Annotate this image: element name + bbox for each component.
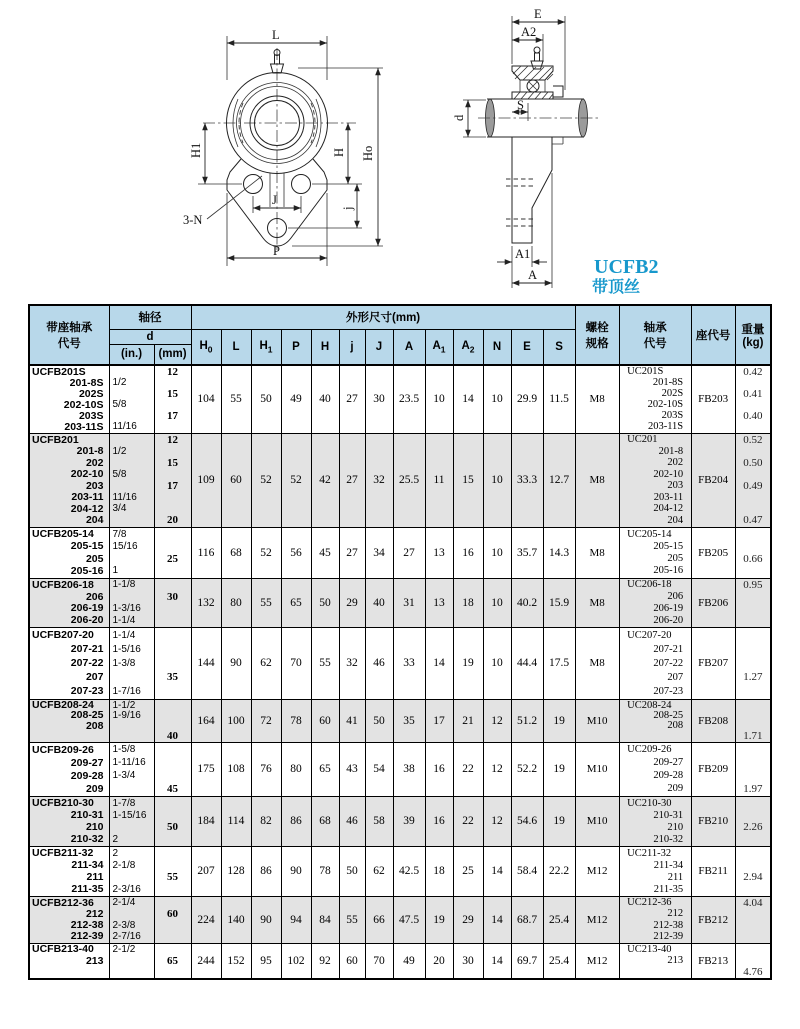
col-header-weight-line1: 重量 [741, 324, 765, 336]
dim-A-cell: 38 [393, 742, 425, 796]
seat-code-cell: FB213 [691, 943, 735, 979]
dim-A2-cell: 19 [453, 627, 483, 699]
col-header-bearing-code [619, 305, 691, 365]
dim-S-cell: 22.2 [543, 846, 575, 896]
bore-inch-cell: 1-7/8 1-15/16 2 [109, 796, 154, 846]
bearing-codes-cell: UC209-26 209-27 209-28 209 [619, 742, 691, 796]
spec-table [28, 304, 772, 980]
dim-H-cell: 78 [311, 846, 339, 896]
dim-A-cell: 47.5 [393, 896, 425, 943]
bearing-codes-cell: UC207-20 207-21 207-22 207 207-23 [619, 627, 691, 699]
dim-H-cell: 50 [311, 578, 339, 627]
dim-col-header-H0: $H_0$ [191, 329, 221, 365]
bore-inch-cell: 1/2 5/8 11/16 3/4 [109, 433, 154, 527]
dim-N-cell: 12 [483, 796, 511, 846]
dim-j-cell: 43 [339, 742, 365, 796]
bore-mm-cell: 55 [154, 846, 191, 896]
dim-label-H1: H1 [189, 142, 203, 158]
dim-P-cell: 52 [281, 433, 311, 527]
dim-H0-cell: 104 [191, 365, 221, 433]
dim-P-cell: 94 [281, 896, 311, 943]
dim-j-cell: 29 [339, 578, 365, 627]
bolt-spec-cell: M8 [575, 627, 619, 699]
dim-H-cell: 40 [311, 365, 339, 433]
dim-P-cell: 86 [281, 796, 311, 846]
weight-cell: 0.42 0.41 0.40 [735, 365, 771, 433]
dim-A-cell: 33 [393, 627, 425, 699]
dim-P-cell: 80 [281, 742, 311, 796]
header-row-1 [29, 305, 771, 329]
side-view [452, 7, 658, 296]
bore-mm-cell: 25 [154, 527, 191, 578]
dim-A-cell: 31 [393, 578, 425, 627]
dim-label-A2: A2 [521, 25, 537, 39]
dim-S-cell: 25.4 [543, 896, 575, 943]
dim-H1-cell: 52 [251, 433, 281, 527]
table-header [29, 305, 771, 365]
dim-J-cell: 70 [365, 943, 393, 979]
bore-inch-cell: 1-5/8 1-11/16 1-3/4 [109, 742, 154, 796]
dim-E-cell: 33.3 [511, 433, 543, 527]
dim-H0-cell: 164 [191, 699, 221, 742]
dim-col-header-J: J [365, 329, 393, 365]
dim-P-cell: 56 [281, 527, 311, 578]
dim-E-cell: 40.2 [511, 578, 543, 627]
dim-A1-cell: 16 [425, 742, 453, 796]
bore-mm-cell: 65 [154, 943, 191, 979]
dim-N-cell: 12 [483, 699, 511, 742]
technical-drawings [0, 0, 800, 302]
dim-H0-cell: 184 [191, 796, 221, 846]
dim-A2-cell: 25 [453, 846, 483, 896]
spec-row-UCFB213-40 [29, 943, 771, 979]
dim-H1-cell: 62 [251, 627, 281, 699]
dim-H0-cell: 144 [191, 627, 221, 699]
col-header-mm: (mm) [154, 344, 191, 365]
dim-col-header-A1: $A_1$ [425, 329, 453, 365]
dim-A2-cell: 22 [453, 796, 483, 846]
dim-E-cell: 69.7 [511, 943, 543, 979]
seat-code-cell: FB212 [691, 896, 735, 943]
dim-j-cell: 27 [339, 433, 365, 527]
dim-H1-cell: 50 [251, 365, 281, 433]
col-header-bolt [575, 305, 619, 365]
dim-S-cell: 19 [543, 742, 575, 796]
dim-H0-cell: 175 [191, 742, 221, 796]
dim-H-cell: 45 [311, 527, 339, 578]
bearing-codes-cell: UC210-30 210-31 210 210-32 [619, 796, 691, 846]
bearing-drawings-svg [0, 0, 800, 302]
bore-inch-cell: 1/2 5/8 11/16 [109, 365, 154, 433]
dim-A-cell: 27 [393, 527, 425, 578]
dim-S-cell: 11.5 [543, 365, 575, 433]
weight-cell: 0.66 [735, 527, 771, 578]
dim-A1-cell: 13 [425, 527, 453, 578]
dim-col-header-P: P [281, 329, 311, 365]
dim-L-cell: 108 [221, 742, 251, 796]
weight-cell: 1.97 [735, 742, 771, 796]
dim-label-3n: 3-N [183, 213, 203, 227]
dim-A1-cell: 10 [425, 365, 453, 433]
dim-A1-cell: 20 [425, 943, 453, 979]
bore-mm-cell: 45 [154, 742, 191, 796]
dim-label-Ho: Ho [361, 145, 375, 161]
seat-code-cell: FB207 [691, 627, 735, 699]
dim-S-cell: 15.9 [543, 578, 575, 627]
dim-H1-cell: 72 [251, 699, 281, 742]
dim-A-cell: 23.5 [393, 365, 425, 433]
unit-codes-cell: UCFB211-32 211-34 211 211-35 [29, 846, 109, 896]
bolt-spec-cell: M12 [575, 943, 619, 979]
unit-codes-cell: UCFB206-18 206 206-19 206-20 [29, 578, 109, 627]
col-header-bolt-line1: 螺栓 [585, 322, 609, 334]
spec-row-UCFB210-30 [29, 796, 771, 846]
dim-A2-cell: 15 [453, 433, 483, 527]
col-header-bolt-line2: 规格 [585, 338, 609, 350]
dim-N-cell: 10 [483, 578, 511, 627]
dim-N-cell: 10 [483, 365, 511, 433]
bolt-hole-right [292, 175, 311, 194]
weight-cell: 0.52 0.50 0.49 0.47 [735, 433, 771, 527]
front-view [183, 28, 383, 266]
dim-label-A: A [528, 268, 538, 282]
dim-N-cell: 12 [483, 742, 511, 796]
unit-codes-cell: UCFB201S 201-8S 202S 202-10S 203S 203-11S [29, 365, 109, 433]
dim-E-cell: 29.9 [511, 365, 543, 433]
bolt-spec-cell: M10 [575, 699, 619, 742]
dim-A-cell: 25.5 [393, 433, 425, 527]
dim-col-header-H: H [311, 329, 339, 365]
unit-codes-cell: UCFB205-14 205-15 205 205-16 [29, 527, 109, 578]
dim-H-cell: 92 [311, 943, 339, 979]
dim-J-cell: 50 [365, 699, 393, 742]
dim-j-cell: 46 [339, 796, 365, 846]
dim-S-cell: 14.3 [543, 527, 575, 578]
dim-A2-cell: 14 [453, 365, 483, 433]
col-header-bearing-line2: 代号 [643, 338, 667, 350]
dim-L-cell: 68 [221, 527, 251, 578]
dim-P-cell: 65 [281, 578, 311, 627]
weight-cell: 4.04 [735, 896, 771, 943]
dim-A-cell: 39 [393, 796, 425, 846]
dim-A2-cell: 30 [453, 943, 483, 979]
dim-J-cell: 40 [365, 578, 393, 627]
dim-label-d: d [452, 114, 466, 121]
seat-code-cell: FB204 [691, 433, 735, 527]
dim-J-cell: 34 [365, 527, 393, 578]
dim-P-cell: 102 [281, 943, 311, 979]
bolt-spec-cell: M12 [575, 846, 619, 896]
dim-N-cell: 10 [483, 527, 511, 578]
dim-N-cell: 14 [483, 846, 511, 896]
spec-row-UCFB211-32 [29, 846, 771, 896]
dim-A2-cell: 16 [453, 527, 483, 578]
dim-J-cell: 32 [365, 433, 393, 527]
dim-P-cell: 90 [281, 846, 311, 896]
dim-J-cell: 58 [365, 796, 393, 846]
dim-label-J: J [272, 193, 277, 207]
bearing-codes-cell: UC206-18 206 206-19 206-20 [619, 578, 691, 627]
dim-H0-cell: 244 [191, 943, 221, 979]
dim-A1-cell: 18 [425, 846, 453, 896]
spec-row-UCFB209-26 [29, 742, 771, 796]
dim-P-cell: 70 [281, 627, 311, 699]
col-header-dims-group: 外形尺寸(mm) [191, 305, 575, 329]
bore-mm-cell: 40 [154, 699, 191, 742]
bolt-spec-cell: M10 [575, 742, 619, 796]
col-header-weight [735, 305, 771, 365]
seat-code-cell: FB209 [691, 742, 735, 796]
dim-H1-cell: 76 [251, 742, 281, 796]
dim-L-cell: 114 [221, 796, 251, 846]
dim-col-header-H1: $H_1$ [251, 329, 281, 365]
dim-H0-cell: 109 [191, 433, 221, 527]
unit-codes-cell: UCFB207-20 207-21 207-22 207 207-23 [29, 627, 109, 699]
dim-A1-cell: 17 [425, 699, 453, 742]
dim-E-cell: 44.4 [511, 627, 543, 699]
dim-A-cell: 49 [393, 943, 425, 979]
dim-L-cell: 128 [221, 846, 251, 896]
dim-J-cell: 30 [365, 365, 393, 433]
bore-inch-cell: 1-1/8 1-3/16 1-1/4 [109, 578, 154, 627]
dim-L-cell: 100 [221, 699, 251, 742]
bore-inch-cell: 2 2-1/8 2-3/16 [109, 846, 154, 896]
spec-row-UCFB205-14 [29, 527, 771, 578]
dim-A1-cell: 14 [425, 627, 453, 699]
dim-H1-cell: 86 [251, 846, 281, 896]
dim-A1-cell: 11 [425, 433, 453, 527]
seat-code-cell: FB210 [691, 796, 735, 846]
series-caption-title: UCFB2 [594, 256, 659, 278]
dim-L-cell: 90 [221, 627, 251, 699]
spec-row-UCFB201S [29, 365, 771, 433]
dim-A1-cell: 19 [425, 896, 453, 943]
seat-code-cell: FB206 [691, 578, 735, 627]
seat-code-cell: FB208 [691, 699, 735, 742]
dim-H-cell: 68 [311, 796, 339, 846]
unit-codes-cell: UCFB213-40 213 [29, 943, 109, 979]
dim-S-cell: 25.4 [543, 943, 575, 979]
dim-N-cell: 10 [483, 433, 511, 527]
dim-col-header-N: N [483, 329, 511, 365]
dim-H1-cell: 82 [251, 796, 281, 846]
unit-codes-cell: UCFB210-30 210-31 210 210-32 [29, 796, 109, 846]
dim-N-cell: 14 [483, 943, 511, 979]
spec-table-container [28, 304, 772, 980]
dim-A-cell: 42.5 [393, 846, 425, 896]
seat-code-cell: FB203 [691, 365, 735, 433]
spec-row-UCFB207-20 [29, 627, 771, 699]
weight-cell: 1.27 [735, 627, 771, 699]
col-header-d: d [109, 329, 191, 344]
col-header-unit-line1: 带座轴承 [46, 322, 93, 334]
dim-A2-cell: 21 [453, 699, 483, 742]
dim-S-cell: 12.7 [543, 433, 575, 527]
unit-codes-cell: UCFB208-24 208-25 208 [29, 699, 109, 742]
bore-inch-cell: 2-1/2 [109, 943, 154, 979]
dim-j-cell: 41 [339, 699, 365, 742]
unit-codes-cell: UCFB209-26 209-27 209-28 209 [29, 742, 109, 796]
spec-row-UCFB208-24 [29, 699, 771, 742]
bore-mm-cell: 60 [154, 896, 191, 943]
dim-col-header-E: E [511, 329, 543, 365]
dim-H-cell: 84 [311, 896, 339, 943]
dim-N-cell: 14 [483, 896, 511, 943]
dim-H0-cell: 224 [191, 896, 221, 943]
dim-j-cell: 27 [339, 527, 365, 578]
dim-E-cell: 52.2 [511, 742, 543, 796]
series-caption-subtitle: 带顶丝 [592, 279, 641, 296]
bearing-codes-cell: UC205-14 205-15 205 205-16 [619, 527, 691, 578]
bolt-spec-cell: M8 [575, 365, 619, 433]
weight-cell: 2.26 [735, 796, 771, 846]
seat-code-cell: FB211 [691, 846, 735, 896]
dim-J-cell: 46 [365, 627, 393, 699]
weight-cell: 1.71 [735, 699, 771, 742]
dim-j-cell: 55 [339, 896, 365, 943]
dim-j-cell: 32 [339, 627, 365, 699]
dim-P-cell: 49 [281, 365, 311, 433]
col-header-bearing-line1: 轴承 [643, 322, 667, 334]
unit-codes-cell: UCFB201 201-8 202 202-10 203 203-11 204-12 204 [29, 433, 109, 527]
dim-E-cell: 58.4 [511, 846, 543, 896]
dim-H1-cell: 52 [251, 527, 281, 578]
bore-inch-cell: 7/8 15/16 1 [109, 527, 154, 578]
dim-H0-cell: 116 [191, 527, 221, 578]
bolt-spec-cell: M8 [575, 578, 619, 627]
dim-col-header-A: A [393, 329, 425, 365]
dim-J-cell: 66 [365, 896, 393, 943]
dim-j-cell: 60 [339, 943, 365, 979]
dim-col-header-L: L [221, 329, 251, 365]
dim-J-cell: 54 [365, 742, 393, 796]
bolt-spec-cell: M10 [575, 796, 619, 846]
dim-H-cell: 42 [311, 433, 339, 527]
dim-H1-cell: 90 [251, 896, 281, 943]
dim-H0-cell: 207 [191, 846, 221, 896]
dim-H-cell: 55 [311, 627, 339, 699]
col-header-unit-code [29, 305, 109, 365]
bore-inch-cell: 1-1/4 1-5/16 1-3/8 1-7/16 [109, 627, 154, 699]
col-header-seat-code: 座代号 [691, 305, 735, 365]
dim-L-cell: 140 [221, 896, 251, 943]
dim-E-cell: 68.7 [511, 896, 543, 943]
dim-J-cell: 62 [365, 846, 393, 896]
dim-label-P: P [273, 244, 280, 258]
dim-A2-cell: 22 [453, 742, 483, 796]
dim-col-header-S: S [543, 329, 575, 365]
weight-cell: 4.76 [735, 943, 771, 979]
dim-A-cell: 35 [393, 699, 425, 742]
bolt-spec-cell: M8 [575, 433, 619, 527]
spec-row-UCFB201 [29, 433, 771, 527]
bearing-codes-cell: UC201 201-8 202 202-10 203 203-11 204-12 204 [619, 433, 691, 527]
dim-P-cell: 78 [281, 699, 311, 742]
bearing-codes-cell: UC201S 201-8S 202S 202-10S 203S 203-11S [619, 365, 691, 433]
seat-code-cell: FB205 [691, 527, 735, 578]
bolt-spec-cell: M8 [575, 527, 619, 578]
dim-A1-cell: 13 [425, 578, 453, 627]
dim-S-cell: 17.5 [543, 627, 575, 699]
bearing-codes-cell: UC211-32 211-34 211 211-35 [619, 846, 691, 896]
dim-H-cell: 60 [311, 699, 339, 742]
dim-E-cell: 35.7 [511, 527, 543, 578]
dim-E-cell: 54.6 [511, 796, 543, 846]
bore-mm-cell: 12 15 17 [154, 365, 191, 433]
col-header-unit-line2: 代号 [57, 338, 81, 350]
bore-inch-cell: 2-1/4 2-3/8 2-7/16 [109, 896, 154, 943]
dim-L-cell: 55 [221, 365, 251, 433]
col-header-shaft-dia: 轴径 [109, 305, 191, 329]
dim-j-cell: 50 [339, 846, 365, 896]
dim-L-cell: 60 [221, 433, 251, 527]
dim-H1-cell: 95 [251, 943, 281, 979]
col-header-inch: (in.) [109, 344, 154, 365]
dim-H-cell: 65 [311, 742, 339, 796]
bearing-codes-cell: UC208-24 208-25 208 [619, 699, 691, 742]
bearing-codes-cell: UC213-40 213 [619, 943, 691, 979]
dim-H0-cell: 132 [191, 578, 221, 627]
bore-inch-cell: 1-1/2 1-9/16 [109, 699, 154, 742]
weight-cell: 2.94 [735, 846, 771, 896]
dim-label-S: S [517, 98, 524, 112]
dim-label-E: E [534, 7, 542, 21]
bearing-codes-cell: UC212-36 212 212-38 212-39 [619, 896, 691, 943]
col-header-weight-line2: (kg) [742, 337, 764, 349]
dim-A2-cell: 29 [453, 896, 483, 943]
dim-L-cell: 80 [221, 578, 251, 627]
dim-A1-cell: 16 [425, 796, 453, 846]
bore-mm-cell: 35 [154, 627, 191, 699]
dim-label-A1: A1 [515, 247, 531, 261]
dim-col-header-A2: $A_2$ [453, 329, 483, 365]
dim-j-cell: 27 [339, 365, 365, 433]
spec-row-UCFB206-18 [29, 578, 771, 627]
dim-col-header-j: j [339, 329, 365, 365]
bore-mm-cell: 12 15 17 20 [154, 433, 191, 527]
dim-label-H: H [332, 147, 346, 157]
dim-H1-cell: 55 [251, 578, 281, 627]
dim-A2-cell: 18 [453, 578, 483, 627]
weight-cell: 0.95 [735, 578, 771, 627]
dim-N-cell: 10 [483, 627, 511, 699]
dim-L-cell: 152 [221, 943, 251, 979]
dim-label-j: j [341, 206, 355, 210]
dim-S-cell: 19 [543, 699, 575, 742]
spec-table-body [29, 365, 771, 979]
dim-label-L: L [272, 28, 280, 42]
bolt-spec-cell: M12 [575, 896, 619, 943]
dim-E-cell: 51.2 [511, 699, 543, 742]
bore-mm-cell: 30 [154, 578, 191, 627]
bore-mm-cell: 50 [154, 796, 191, 846]
unit-codes-cell: UCFB212-36 212 212-38 212-39 [29, 896, 109, 943]
spec-row-UCFB212-36 [29, 896, 771, 943]
dim-S-cell: 19 [543, 796, 575, 846]
